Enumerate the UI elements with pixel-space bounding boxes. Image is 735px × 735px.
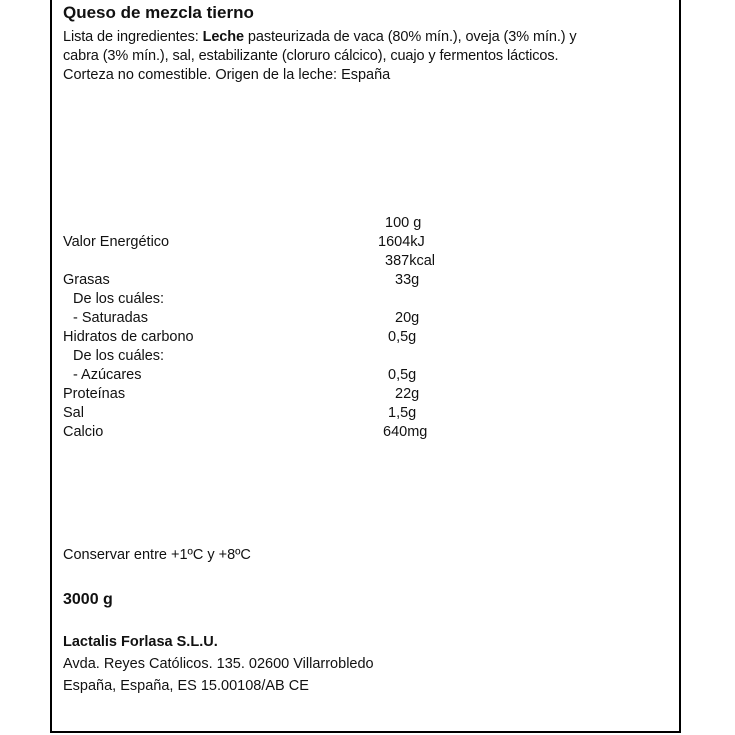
nutrition-label: Calcio <box>63 424 104 440</box>
ingredients-prefix: Lista de ingredientes: <box>63 29 203 45</box>
nutrition-label: - Azúcares <box>73 367 142 383</box>
company-country-line: España, España, ES 15.00108/AB CE <box>63 678 309 694</box>
nutrition-label: Sal <box>63 405 84 421</box>
nutrition-label: - Saturadas <box>73 310 148 326</box>
ingredients-line1: pasteurizada de vaca (80% mín.), oveja (3% mín.) y <box>244 29 577 45</box>
ingredients-allergen: Leche <box>202 29 244 45</box>
net-weight: 3000 g <box>63 591 113 608</box>
origin-note: Corteza no comestible. Origen de la leche: España <box>63 67 391 83</box>
nutrition-value: 22g <box>395 386 420 402</box>
company-name: Lactalis Forlasa S.L.U. <box>63 634 218 650</box>
nutrition-label: Valor Energético <box>63 234 170 250</box>
nutrition-value: 1604kJ <box>378 234 425 250</box>
product-title: Queso de mezcla tierno <box>63 3 254 22</box>
ingredients-line2: cabra (3% mín.), sal, estabilizante (cloruro cálcico), cuajo y fermentos lácticos. <box>63 48 559 64</box>
nutrition-header: 100 g <box>385 215 422 231</box>
company-address: Avda. Reyes Católicos. 135. 02600 Villarrobledo <box>63 656 374 672</box>
nutrition-value: 0,5g <box>388 367 417 383</box>
nutrition-label: Grasas <box>63 272 110 288</box>
nutrition-value: 20g <box>395 310 420 326</box>
nutrition-value: 1,5g <box>388 405 417 421</box>
nutrition-value: 387kcal <box>385 253 435 269</box>
ingredients-text <box>63 28 663 66</box>
nutrition-value: 33g <box>395 272 420 288</box>
nutrition-label: Hidratos de carbono <box>63 329 194 345</box>
nutrition-label: De los cuáles: <box>73 348 165 364</box>
nutrition-label: Proteínas <box>63 386 126 402</box>
storage-instructions: Conservar entre +1ºC y +8ºC <box>63 547 251 563</box>
nutrition-label: De los cuáles: <box>73 291 165 307</box>
nutrition-value: 0,5g <box>388 329 417 345</box>
label-frame <box>50 0 681 733</box>
nutrition-value: 640mg <box>383 424 428 440</box>
